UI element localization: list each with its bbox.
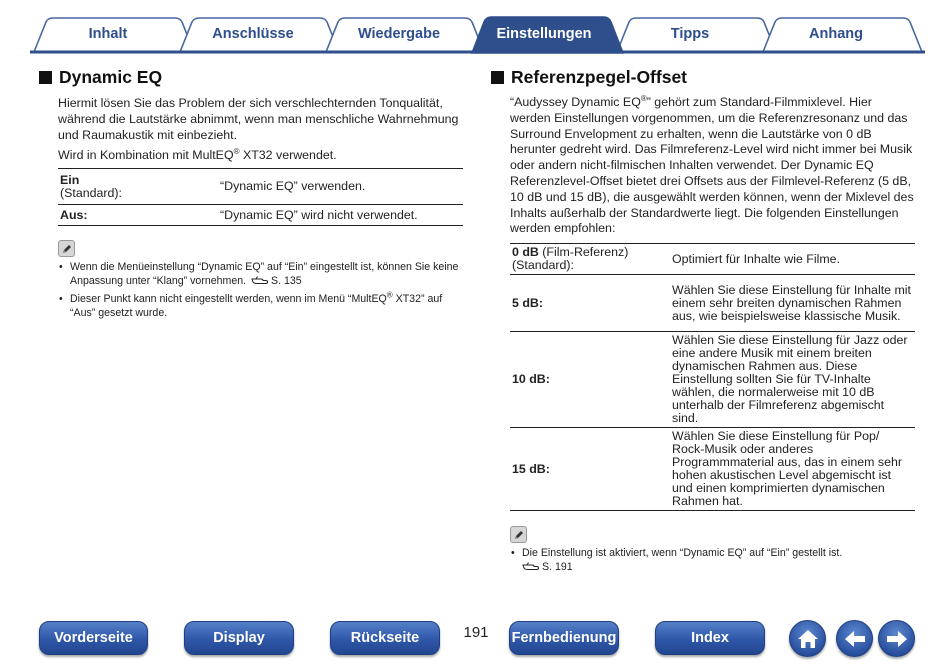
list-item: • Wenn die Menüeinstellung “Dynamic EQ” auf “Ein” eingestellt ist, können Sie keine Anpassung unter “Klang” vornehmen. S. 135 xyxy=(58,260,463,290)
pencil-note-icon xyxy=(58,240,75,257)
option-key: 15 dB: xyxy=(510,428,670,511)
table-row xyxy=(510,244,915,275)
list-item: • Dieser Punkt kann nicht eingestellt werden, wenn im Menü “MultEQ® XT32” auf “Aus” gesetzt wurde. xyxy=(58,292,463,320)
list-item: • Die Einstellung ist aktiviert, wenn “Dynamic EQ” auf “Ein” gestellt ist. S. 191 xyxy=(510,546,915,576)
option-value: “Dynamic EQ” verwenden. xyxy=(218,169,463,205)
page-reference[interactable]: S. 191 xyxy=(542,561,573,574)
section-title: Dynamic EQ xyxy=(59,66,163,87)
option-key: 10 dB: xyxy=(510,332,670,428)
remote-control-button[interactable]: Fernbedienung xyxy=(509,621,619,655)
heading-square-icon xyxy=(39,71,52,84)
previous-page-button[interactable] xyxy=(836,620,873,657)
options-table xyxy=(58,168,463,226)
option-value: Wählen Sie diese Einstellung für Inhalte mit einem sehr breiten dynamischen Rahmen aus, wie beispielsweise klassische Musik. xyxy=(670,275,915,332)
option-key: 0 dB (Film-Referenz) (Standard): xyxy=(510,244,670,275)
option-value: Wählen Sie diese Einstellung für Jazz oder eine andere Musik mit einem breiten dynamischen Rahmen aus. Diese Einstellung sollten Sie für TV-Inhalte wählen, die normalerweise mit 10 dB unterhalb der Filmreferenz abgemischt sind. xyxy=(670,332,915,428)
table-row xyxy=(510,275,915,332)
next-page-button[interactable] xyxy=(878,620,915,657)
tab-anhang[interactable]: Anhang xyxy=(809,26,863,42)
option-value: Optimiert für Inhalte wie Filme. xyxy=(670,244,915,275)
tab-inhalt[interactable]: Inhalt xyxy=(88,26,128,42)
table-row xyxy=(58,169,463,205)
tab-wiedergabe[interactable]: Wiedergabe xyxy=(357,26,441,42)
notes-list xyxy=(58,260,463,320)
notes-list xyxy=(510,546,915,576)
option-key: 5 dB: xyxy=(510,275,670,332)
index-button[interactable]: Index xyxy=(655,621,765,655)
heading-square-icon xyxy=(491,71,504,84)
display-button[interactable]: Display xyxy=(184,621,294,655)
page-reference[interactable]: S. 135 xyxy=(271,275,302,287)
tab-tipps[interactable]: Tipps xyxy=(670,26,710,42)
front-panel-button[interactable]: Vorderseite xyxy=(39,621,148,655)
tab-anschluesse[interactable]: Anschlüsse xyxy=(212,26,294,42)
table-row xyxy=(510,428,915,511)
section-body xyxy=(510,95,915,237)
reference-level-offset-section xyxy=(491,64,915,576)
table-row xyxy=(510,332,915,428)
intro-text: “Audyssey Dynamic EQ®” gehört zum Standard-Filmmixlevel. Hier werden Einstellungen vorgenommen, um die Referenzresonanz und das Surround Envelopment zu erhalten, wenn die Lautstärke von 0 dB herunter gedreht wird. Das Filmreferenz-Level wird nicht immer bei Musik oder andern nicht-filmischen Inhalten verwendet. Der Dynamic EQ Referenzlevel-Offset bietet drei Offsets aus der Filmlevel-Referenz (5 dB, 10 dB und 15 dB), die ausgewählt werden können, wenn der Mixlevel des Inhalts außerhalb der Standardwerte liegt. Die folgenden Einstellungen werden empfohlen: xyxy=(510,93,914,236)
rear-panel-button[interactable]: Rückseite xyxy=(330,621,440,655)
table-row xyxy=(58,205,463,226)
arrow-right-icon xyxy=(884,629,910,649)
tab-bar xyxy=(0,0,950,54)
pointing-hand-icon[interactable] xyxy=(251,275,269,290)
section-title: Referenzpegel-Offset xyxy=(511,66,688,87)
option-value: Wählen Sie diese Einstellung für Pop/ Rock-Musik oder anderes Programmmaterial aus, das in einem sehr hohen akustischen Level abgemischt ist und einen komprimierten dynamischen Rahmen hat. xyxy=(670,428,915,511)
home-button[interactable] xyxy=(789,620,826,657)
page-number: 191 xyxy=(463,624,489,641)
section-heading xyxy=(491,64,915,90)
option-key: Aus: xyxy=(58,205,218,226)
options-table xyxy=(510,243,915,511)
section-heading xyxy=(39,64,463,90)
combo-text: Wird in Kombination mit MultEQ® XT32 verwendet. xyxy=(58,146,337,162)
dynamic-eq-section xyxy=(39,64,463,320)
home-icon xyxy=(796,628,820,650)
section-body xyxy=(58,95,463,163)
pencil-note-icon xyxy=(510,526,527,543)
intro-text: Hiermit lösen Sie das Problem der sich verschlechternden Tonqualität, während die Lautstärke abnimmt, wenn man menschliche Wahrnehmung und Raumakustik mit einbezieht. xyxy=(58,96,459,142)
pointing-hand-icon[interactable] xyxy=(522,561,540,576)
tab-einstellungen[interactable]: Einstellungen xyxy=(496,26,592,42)
arrow-left-icon xyxy=(842,629,868,649)
option-value: “Dynamic EQ” wird nicht verwendet. xyxy=(218,205,463,226)
option-key: Ein (Standard): xyxy=(58,169,218,205)
